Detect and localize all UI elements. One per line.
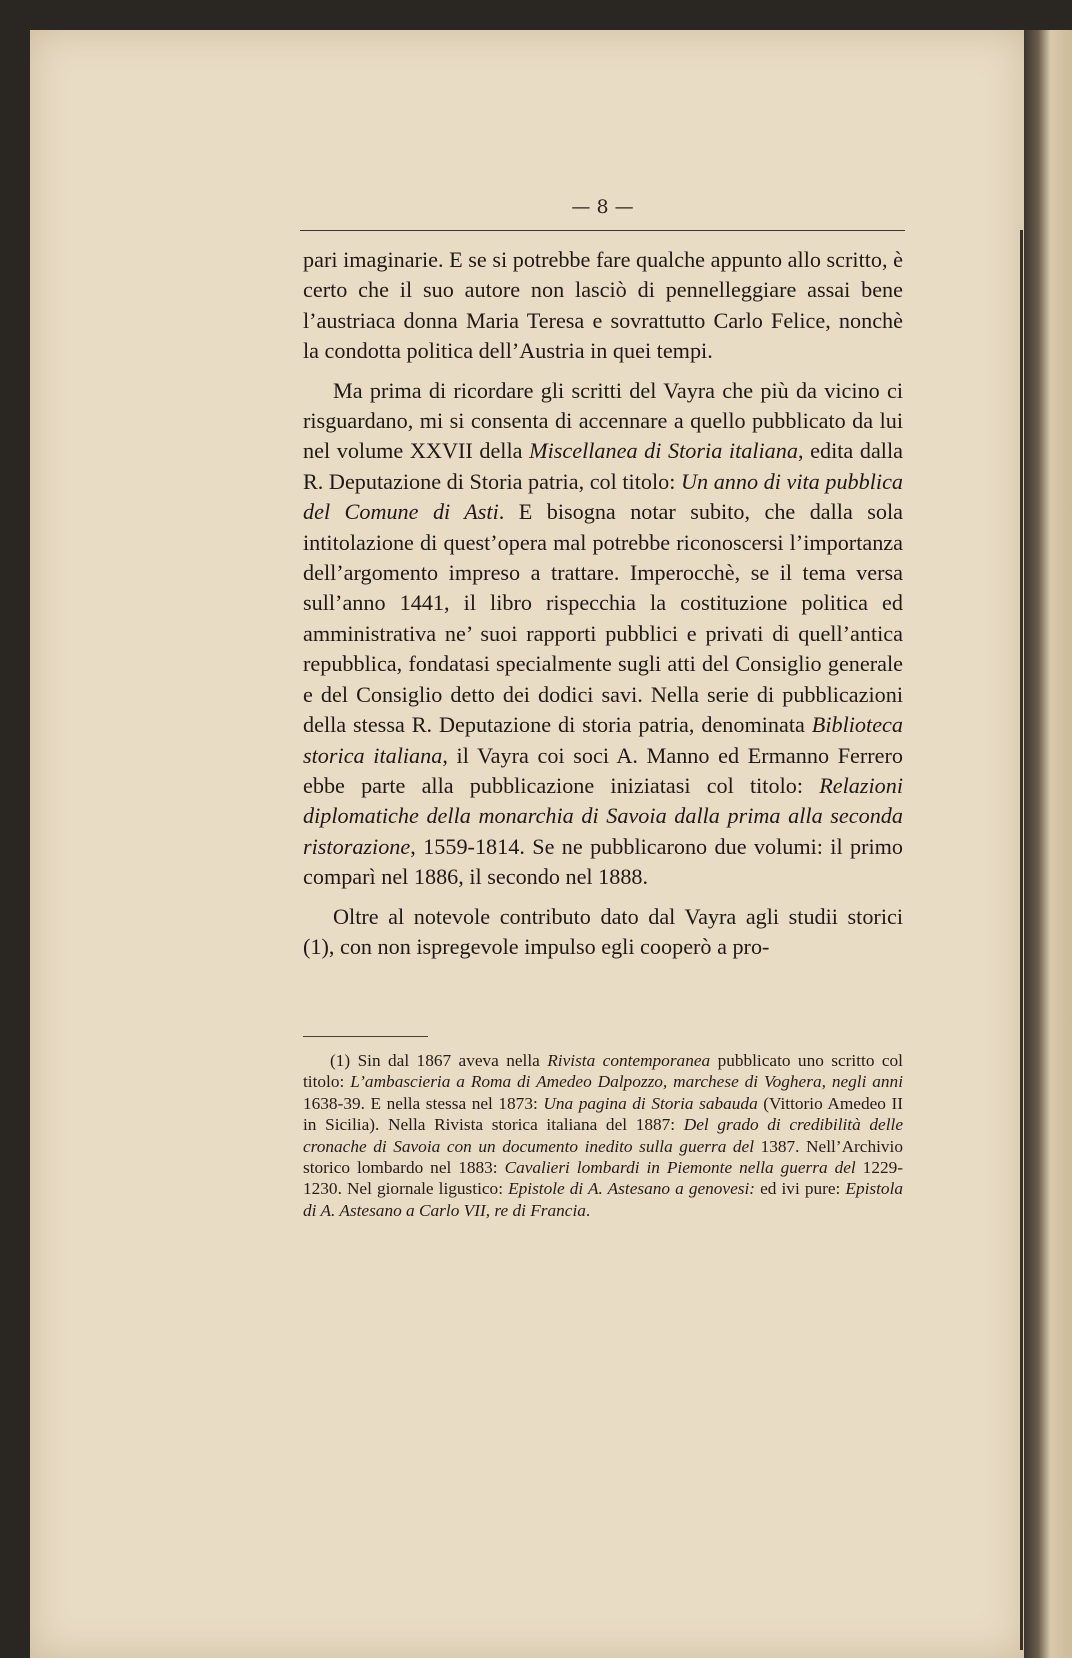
title-miscellanea: Miscellanea di Storia italiana bbox=[529, 438, 798, 464]
paragraph-2: Ma prima di ricordare gli scritti del Vayra che più da vicino ci risguardano, mi si consenta di accennare a quello pubblicato da lui nel volume XXVII della Miscellanea di Storia italiana, edita dalla R. Deputazione di Storia patria, col titolo: Un anno di vita pubblica del Comune di Asti. E bisogna notar subito, che dalla sola intitolazione di quest’opera mal potrebbe riconoscersi l’importanza dell’argomento impreso a trattare. Imperocchè, se il tema versa sull’anno 1441, il libro rispecchia la costituzione politica ed amministrativa ne’ suoi rapporti pubblici e privati di quell’antica repubblica, fondatasi specialmente sugli atti del Consiglio generale e del Consiglio detto dei dodici savi. Nella serie di pubblicazioni della stessa R. Deputazione di storia patria, denominata Biblioteca storica italiana, il Vayra coi soci A. Manno ed Ermanno Ferrero ebbe parte alla pubblicazione iniziatasi col titolo: Relazioni diplomatiche della monarchia di Savoia dalla prima alla seconda ristorazione, 1559-1814. Se ne pubblicarono due volumi: il primo comparì nel 1886, il secondo nel 1888. bbox=[303, 377, 904, 890]
main-text bbox=[303, 245, 903, 962]
title-un-anno: Un anno di vita pubblica del Comune di Asti bbox=[303, 468, 904, 525]
footnote-rule bbox=[303, 1036, 428, 1037]
paragraph-1: pari imaginarie. E se si potrebbe fare qualche appunto allo scritto, è certo che il suo autore non lasciò di pennelleggiare assai bene l’austriaca donna Maria Teresa e sovrattutto Carlo Felice, nonchè la condotta politica dell’Austria in quei tempi. bbox=[303, 247, 903, 364]
paragraph-3: Oltre al notevole contributo dato dal Vayra agli studii storici (1), con non ispregevole impulso egli cooperò a pro- bbox=[303, 903, 903, 959]
header-rule bbox=[300, 230, 905, 231]
facing-page-edge bbox=[1024, 30, 1072, 1658]
footnote-1: (1) Sin dal 1867 aveva nella Rivista contemporanea pubblicato uno scritto col titolo: L’ambascieria a Roma di Amedeo Dalpozzo, marchese di Voghera, negli anni 1638-39. E nella stessa nel 1873: Una pagina di Storia sabauda (Vittorio Amedeo II in Sicilia). Nella Rivista storica italiana del 1887: Del grado di credibilità delle cronache di Savoia con un documento inedito sulla guerra del 1387. Nell’Archivio storico lombardo nel 1883: Cavalieri lombardi in Piemonte nella guerra del 1229-1230. Nel giornale ligustico: Epistole di A. Astesano a genovesi: ed ivi pure: Epistola di A. Astesano a Carlo VII, re di Francia. bbox=[303, 1051, 904, 1220]
title-biblioteca: Biblioteca storica italiana bbox=[303, 712, 903, 768]
page-number: — 8 — bbox=[571, 196, 634, 218]
title-relazioni: Relazioni diplomatiche della monarchia di Savoia dalla prima alla seconda ristorazione bbox=[303, 772, 903, 859]
footnote bbox=[303, 1050, 903, 1221]
page-gutter-line bbox=[1020, 230, 1023, 1650]
